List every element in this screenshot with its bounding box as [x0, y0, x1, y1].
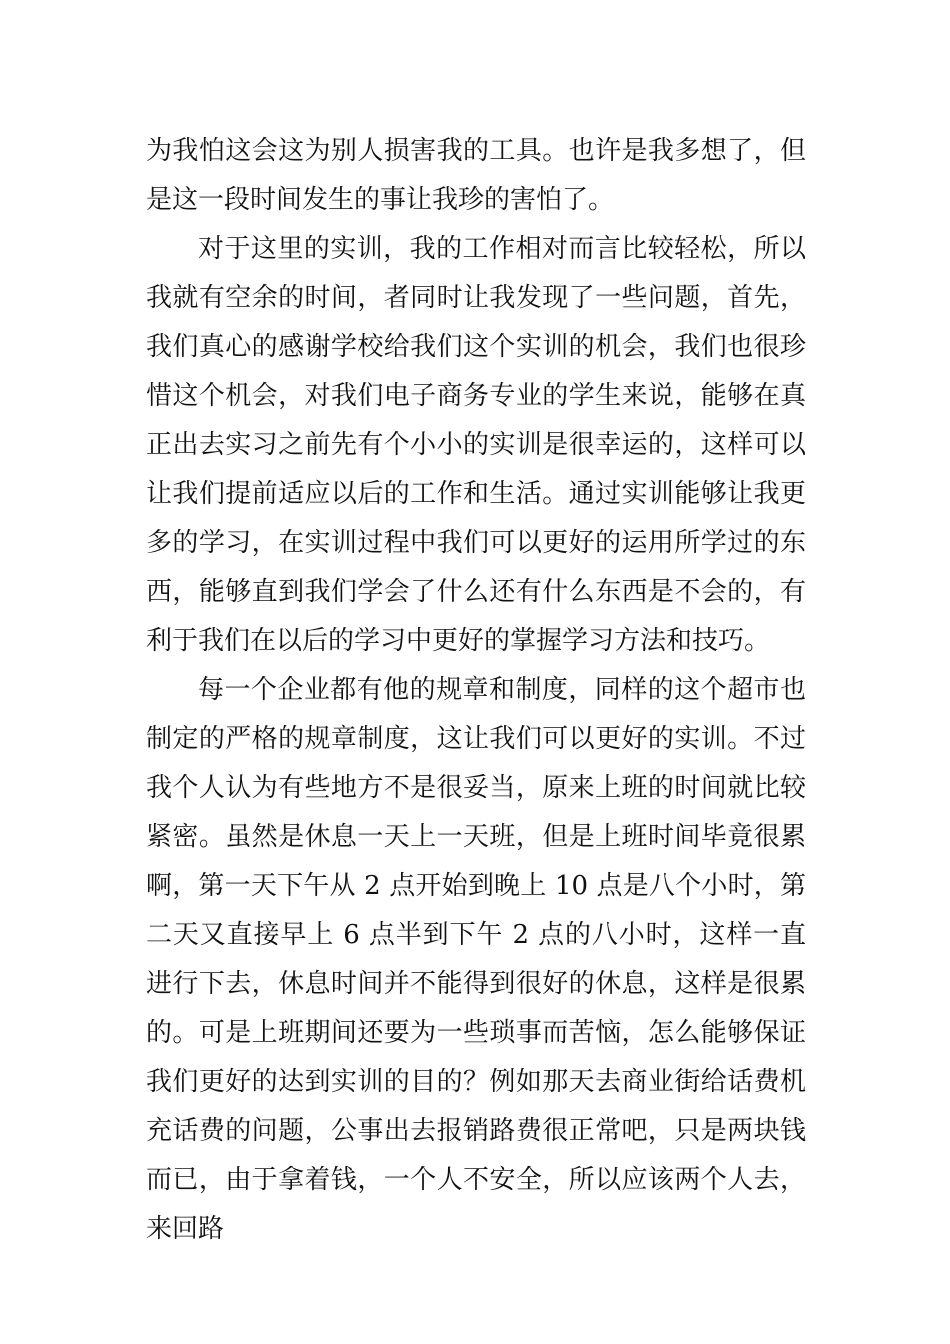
- paragraph-3: 每一个企业都有他的规章和制度，同样的这个超市也制定的严格的规章制度，这让我们可以更好的实训。不过我个人认为有些地方不是很妥当，原来上班的时间就比较紧密。虽然是休息一天上一天班，但是上班时间毕竟很累啊，第一天下午从 2 点开始到晚上 10 点是八个小时，第二天又直接早上 6 点半到下午 2 点的八小时，这样一直进行下去，休息时间并不能得到很好的休息，这样是很累的。可是上班期间还要为一些琐事而苦恼，怎么能够保证我们更好的达到实训的目的？例如那天去商业街给话费机充话费的问题，公事出去报销路费很正常吧，只是两块钱而已，由于拿着钱，一个人不安全，所以应该两个人去，来回路: [146, 675, 806, 1244]
- body-text: [146, 127, 806, 1254]
- paragraph-1: 为我怕这会这为别人损害我的工具。也许是我多想了，但是这一段时间发生的事让我珍的害怕了。: [146, 136, 806, 215]
- paragraph-2: 对于这里的实训，我的工作相对而言比较轻松，所以我就有空余的时间，者同时让我发现了一些问题，首先，我们真心的感谢学校给我们这个实训的机会，我们也很珍惜这个机会，对我们电子商务专业的学生来说，能够在真正出去实习之前先有个小小的实训是很幸运的，这样可以让我们提前适应以后的工作和生活。通过实训能够让我更多的学习，在实训过程中我们可以更好的运用所学过的东西，能够直到我们学会了什么还有什么东西是不会的，有利于我们在以后的学习中更好的掌握学习方法和技巧。: [146, 234, 806, 656]
